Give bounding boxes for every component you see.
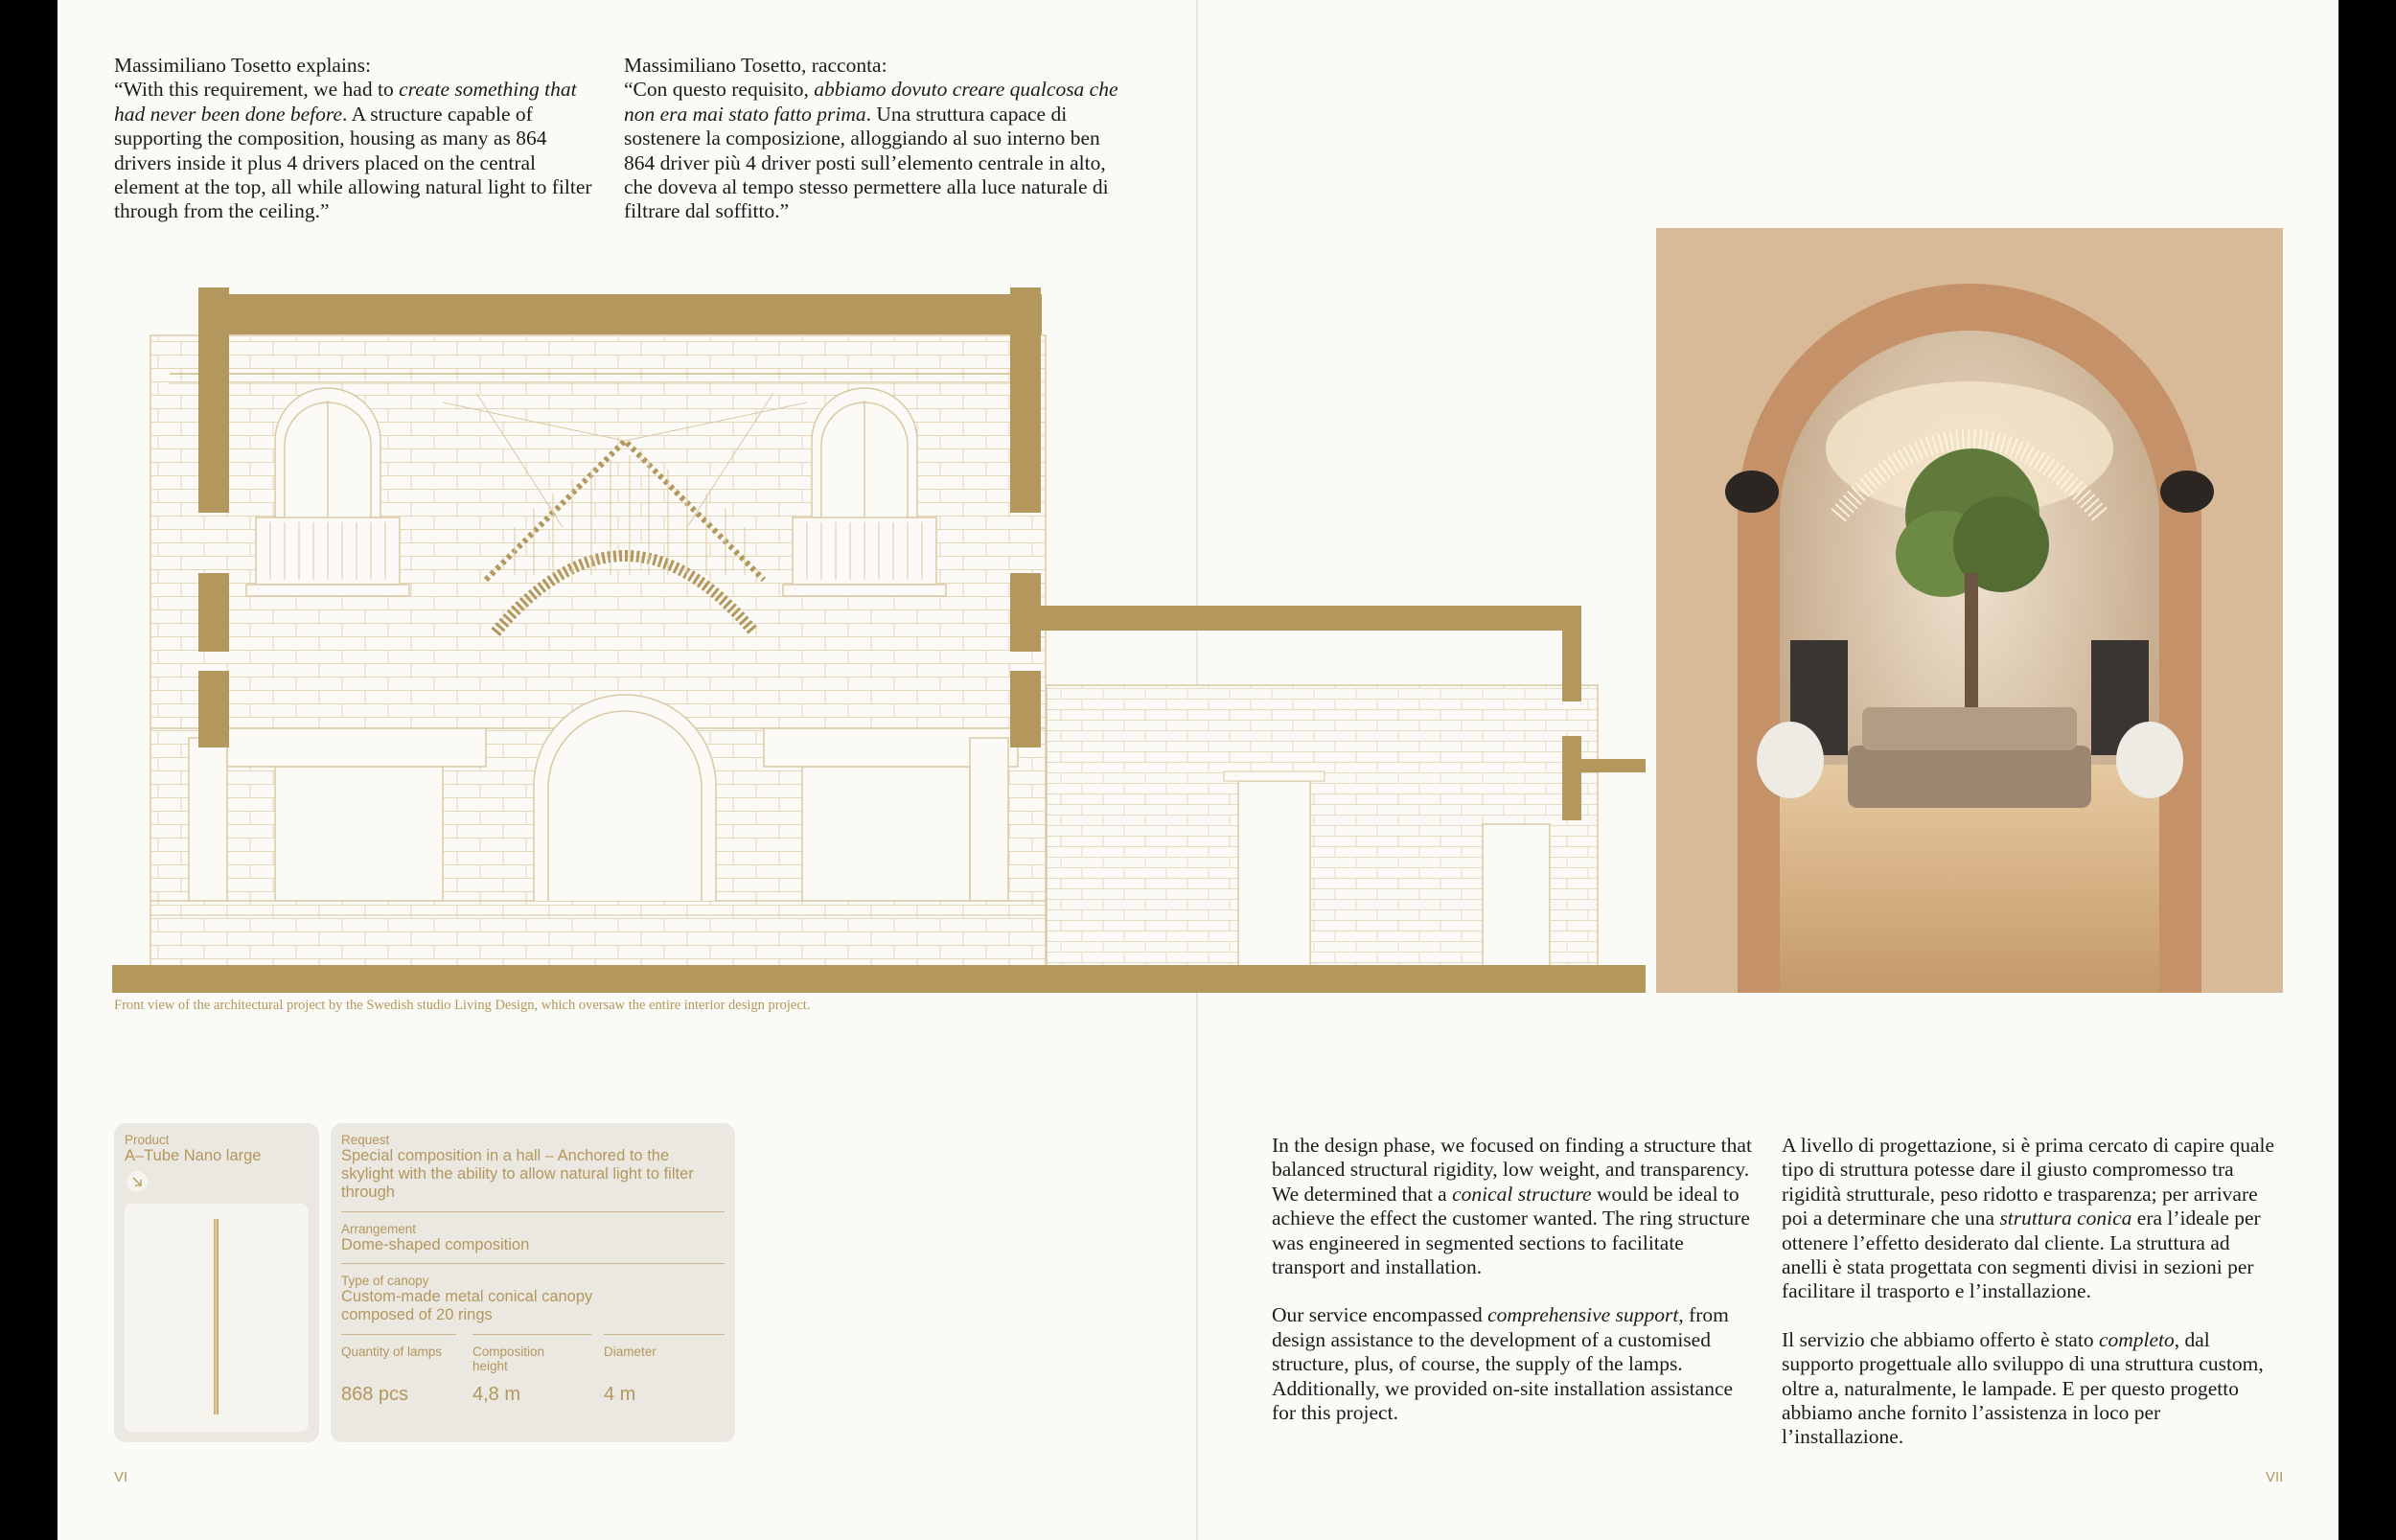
- canopy-value: Custom-made metal conical canopy composed of 20 rings: [341, 1288, 593, 1323]
- product-specs-card: [331, 1123, 735, 1442]
- spec-divider: [472, 1334, 591, 1335]
- body-english: [1272, 1134, 1756, 1425]
- request-value: Special composition in a hall – Anchored to the skylight with the ability to allow natural light to filter through: [341, 1147, 694, 1201]
- quantity-label: Quantity of lamps: [341, 1345, 443, 1359]
- page-number-left: VI: [114, 1469, 128, 1485]
- body-it-text: Il servizio che abbiamo offerto è stato: [1782, 1327, 2099, 1351]
- body-it-text: era l’ideale per ottenere l’effetto desiderato dal cliente. La struttura ad anelli è stata progettata con segmenti divisi in sezioni per facilitare il trasporto e l’installazione.: [1782, 1207, 2261, 1303]
- body-en-emphasis: comprehensive support: [1487, 1303, 1679, 1327]
- diameter-value: 4 m: [604, 1384, 636, 1405]
- spec-divider: [341, 1334, 456, 1335]
- canopy-label: Type of canopy: [341, 1274, 429, 1288]
- body-it-text: , dal supporto progettuale allo sviluppo di una struttura custom, oltre a, naturalmente, le lampade. E per questo progetto abbiamo anche fornito l’assistenza in loco per l’installazione.: [1782, 1327, 2264, 1449]
- body-en-paragraph: [1272, 1134, 1756, 1279]
- intro-it-rest: . Una struttura capace di sostenere la composizione, alloggiando al suo interno ben 864 driver più 4 driver posti sull’elemento centrale in alto, che doveva al tempo stesso permettere alla luce naturale di filtrare dal soffitto.”: [624, 102, 1109, 223]
- body-it-emphasis: completo: [2098, 1327, 2175, 1351]
- spec-divider: [341, 1263, 725, 1264]
- body-it-paragraph: [1782, 1134, 2280, 1304]
- arrangement-label: Arrangement: [341, 1222, 417, 1236]
- product-preview-card: [114, 1123, 319, 1442]
- intro-en-open: “With this requirement, we had to: [114, 78, 400, 102]
- intro-it-emphasis: abbiamo dovuto creare qualcosa che non era mai stato fatto prima: [624, 78, 1118, 126]
- architectural-elevation-drawing: [112, 287, 1646, 997]
- body-en-paragraph: [1272, 1303, 1756, 1425]
- product-label: Product: [125, 1133, 170, 1147]
- body-en-text: In the design phase, we focused on finding a structure that balanced structural rigidity, low weight, and transparency. We determined that a: [1272, 1134, 1752, 1206]
- magazine-spread: [58, 0, 2338, 1540]
- body-it-emphasis: struttura conica: [1999, 1207, 2132, 1230]
- intro-italian: [624, 54, 1122, 224]
- intro-it-lead: Massimiliano Tosetto, racconta:: [624, 54, 887, 77]
- diameter-label: Diameter: [604, 1345, 657, 1359]
- side-annex: [1047, 685, 1598, 968]
- body-it-text: A livello di progettazione, si è prima cercato di capire quale tipo di struttura potesse dare il giusto compromesso tra rigidità strutturale, peso ridotto e trasparenza; per arrivare poi a determinare che una: [1782, 1134, 2275, 1230]
- height-label: Composition height: [472, 1345, 545, 1373]
- intro-it-open: “Con questo requisito,: [624, 78, 815, 102]
- interior-photo: [1656, 228, 2283, 993]
- request-label: Request: [341, 1133, 390, 1147]
- body-italian: [1782, 1134, 2280, 1450]
- lamp-preview: [125, 1204, 309, 1432]
- spec-divider: [341, 1211, 725, 1212]
- intro-english: [114, 54, 593, 224]
- body-en-emphasis: conical structure: [1452, 1182, 1592, 1206]
- page-number-right: VII: [2266, 1469, 2284, 1485]
- lamp-tube: [214, 1219, 219, 1414]
- body-en-text: , from design assistance to the development of a customised structure, plus, of course, the supply of the lamps. Additionally, we provided on-site installation assistance for this project.: [1272, 1303, 1734, 1425]
- arrow-down-right-icon[interactable]: [127, 1171, 148, 1192]
- intro-en-lead: Massimiliano Tosetto explains:: [114, 54, 372, 77]
- body-en-text: would be ideal to achieve the effect the customer wanted. The ring structure was engineered in segmented sections to facilitate transport and installation.: [1272, 1182, 1750, 1279]
- spec-divider: [604, 1334, 725, 1335]
- intro-en-emphasis: create something that had never been done before: [114, 78, 577, 126]
- intro-en-rest: . A structure capable of supporting the composition, housing as many as 864 drivers inside it plus 4 drivers placed on the central element at the top, all while allowing natural light to filter through from the ceiling.”: [114, 102, 592, 223]
- arrangement-value: Dome-shaped composition: [341, 1236, 530, 1253]
- quantity-value: 868 pcs: [341, 1384, 409, 1405]
- product-name: A–Tube Nano large: [125, 1147, 262, 1164]
- drawing-caption: Front view of the architectural project by the Swedish studio Living Design, which oversaw the entire interior design project.: [114, 998, 811, 1013]
- height-value: 4,8 m: [472, 1384, 521, 1405]
- body-en-text: Our service encompassed: [1272, 1303, 1488, 1327]
- body-it-paragraph: [1782, 1328, 2280, 1450]
